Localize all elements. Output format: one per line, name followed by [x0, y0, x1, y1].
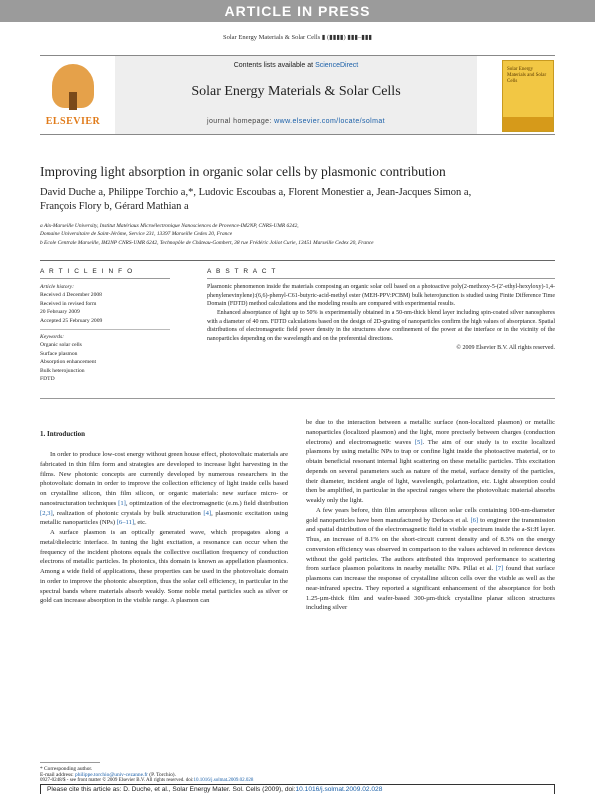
- corresponding-author-mark: * Corresponding author.: [40, 766, 93, 772]
- citation-link[interactable]: [1]: [118, 499, 126, 507]
- intro-paragraph-2: A surface plasmon is an optically generated wave, which propagates along a metal/dielectric interface. In tuning the light excitation, a resonance can occur when the frequency of the incident photons equals the collective oscillation frequency of conduction electrons of metallic particles. In photonics, this domain is known as appellation plasmonics. Among a wide field of applications, these properties can be used in the photovoltaic domain in order to improve the photonic absorption, thus the solar cell efficiency, in particular in the spectral bands where materials absorb weakly. Some noble metal particles such as silver or gold can increase absorption in the visible range. A plasmon can: [40, 529, 288, 605]
- intro-paragraph-2-cont: [306, 418, 555, 506]
- journal-homepage: [115, 118, 477, 125]
- journal-header: [40, 55, 555, 135]
- journal-cover-thumbnail[interactable]: [502, 60, 554, 132]
- history-item: 20 February 2009: [40, 309, 80, 316]
- keyword-item: Bulk heterojunction: [40, 367, 85, 374]
- homepage-prefix: journal homepage:: [207, 118, 275, 125]
- running-header: Solar Energy Materials & Solar Cells ▮ (▮▮▮▮) ▮▮▮–▮▮▮: [223, 34, 372, 41]
- keywords-label: Keywords:: [40, 333, 65, 340]
- intro-paragraph-3: [306, 506, 555, 613]
- header-divider: [40, 260, 555, 261]
- article-in-press-banner: ARTICLE IN PRESS: [0, 0, 595, 22]
- abstract-body: [207, 283, 555, 353]
- abstract-paragraph-2: Enhanced absorptance of light up to 50% is experimentally obtained in a 50-nm-thick blend layer including spin-coated silver nanospheres with a diameter of 40 nm. FDTD calculations based on the design of 2D-grating of nanoparticles confirm the high values of absorptance. Spatial distributions of electromagnetic field power density in the structures show confinement of the power at the interface or in the vicinity of the nanoparticles depending on the wavelength and on the preferential directions.: [207, 310, 555, 343]
- history-item: Accepted 25 February 2009: [40, 317, 103, 324]
- keyword-item: Organic solar cells: [40, 342, 82, 349]
- text-run: , plasmonic excitation using metallic nanoparticles (NPs): [40, 509, 288, 527]
- citation-link[interactable]: [6–11]: [116, 519, 135, 527]
- body-column-left: [40, 450, 288, 606]
- text-run: , optimization of the electromagnetic (e.m.) field distribution: [125, 499, 288, 507]
- elsevier-tree-icon: [52, 64, 94, 108]
- body-column-right: [306, 418, 555, 613]
- keyword-item: Absorption enhancement: [40, 359, 97, 366]
- authors-line-2: François Flory b, Gérard Mathian a: [40, 201, 189, 213]
- abstract-rule: [207, 278, 555, 279]
- affiliation-a-line-2: Domaine Universitaire de Saint-Jérôme, Service 231, 13397 Marseille Cedex 20, France: [40, 231, 233, 238]
- keywords-rule: [40, 329, 170, 330]
- affiliations: [40, 222, 555, 247]
- citation-link[interactable]: [2,3]: [40, 509, 53, 517]
- citation-link[interactable]: [4]: [203, 509, 212, 517]
- authors-line-1: David Duche a, Philippe Torchio a,*, Ludovic Escoubas a, Florent Monestier a, Jean-Jacques Simon a,: [40, 187, 472, 198]
- email-label: E-mail address:: [40, 772, 76, 778]
- history-label: Article history:: [40, 284, 75, 290]
- history-item: Received in revised form: [40, 300, 97, 307]
- keyword-item: FDTD: [40, 375, 55, 382]
- affiliation-a-line-1: a Aix-Marseille University, Institut Matériaux Microélectronique Nanosciences de Provence-IM2NP, CNRS-UMR 6242,: [40, 223, 299, 229]
- journal-info-panel: [115, 56, 477, 134]
- citation-link[interactable]: [7]: [495, 565, 504, 573]
- email-suffix: (P. Torchio).: [147, 772, 176, 778]
- keyword-item: Surface plasmon: [40, 350, 78, 357]
- text-run: , realization of photonic crystals by bulk structuration: [52, 509, 204, 517]
- email-link[interactable]: philippe.torchio@univ-cezanne.fr: [75, 772, 148, 778]
- journal-name: Solar Energy Materials & Solar Cells: [191, 84, 401, 99]
- cover-stripe: [503, 117, 553, 131]
- contents-line: [115, 62, 477, 69]
- elsevier-wordmark: ELSEVIER: [45, 116, 101, 127]
- doi-label: doi:: [185, 778, 194, 783]
- text-run: found that surface plasmons can increase the response of crystalline silicon cells over the visible as well as the near-infrared spectra. They reported a significant enhancement of the absorptance for both 1.25-µm-thick film and wafer-based 300-µm-thick crystalline planar silicon structures including silver: [306, 565, 555, 612]
- sciencedirect-link[interactable]: ScienceDirect: [315, 62, 359, 69]
- author-list: [40, 186, 555, 214]
- citation-box: [40, 784, 555, 794]
- text-run: , etc.: [134, 519, 147, 527]
- abstract-paragraph-1: Plasmonic phenomenon inside the materials composing an organic solar cell based on a photoactive poly(2-methoxy-5-(2′-ethyl-hexyloxy)-1,4-phenylenevinylene):(6,6)-phenyl-C61-butyric-acid-methyl ester (MEH-PPV:PCBM) bulk heterojunction is studied using Finite Difference Time Domain (FDTD) method calculations and the modeling results are compared with experimental results.: [207, 284, 555, 308]
- article-info-rule: [40, 278, 170, 279]
- text-run: be due to the interaction between a metallic surface (non-localized plasmon) or metallic nanoparticles (localized plasmon) and the light, more precisely between charges (conduction electrons) and electromagnetic waves: [306, 419, 555, 446]
- intro-paragraph-1: [40, 450, 288, 528]
- text-run: . The aim of our study is to excite localized plasmons by using metallic NPs to trap or confine light inside the photoactive material, or to obtain beneficial resonant internal light scattering on these metallic particles. This excitation depends on several parameters such as nature of the metal, surface density of the particles, their diameter, incident angle of light, wavelength, polarization, etc. Light absorption could then be amplified, in particular in the spectral ranges where the photovoltaic material absorbs weakly only the light.: [306, 438, 555, 504]
- history-item: Received 4 December 2008: [40, 292, 102, 299]
- affiliation-b: b Ecole Centrale Marseille, IM2NP CNRS-UMR 6242, Technopôle de Château-Gombert, 38 rue Frédéric Joliot Curie, 13451 Marseille Cedex 20, France: [40, 239, 374, 246]
- introduction-heading: 1. Introduction: [40, 430, 85, 438]
- abstract-copyright: © 2009 Elsevier B.V. All rights reserved.: [456, 344, 555, 351]
- contents-prefix: Contents lists available at: [233, 62, 316, 69]
- article-history: [40, 283, 180, 383]
- citation-link[interactable]: [6]: [470, 516, 479, 524]
- issn-line: 0927-0248/$ - see front matter © 2009 Elsevier B.V. All rights reserved.: [40, 778, 185, 783]
- abstract-divider: [40, 398, 555, 399]
- homepage-link[interactable]: www.elsevier.com/locate/solmat: [274, 118, 385, 125]
- citation-link[interactable]: [5]: [414, 438, 423, 446]
- cover-title: Solar Energy Materials and Solar Cells: [507, 67, 547, 84]
- cite-doi-link[interactable]: 10.1016/j.solmat.2009.02.028: [295, 786, 383, 793]
- article-title: Improving light absorption in organic solar cells by plasmonic contribution: [40, 164, 446, 179]
- text-run: A few years before, thin film amorphous silicon solar cells containing 100-nm-diameter gold nanoparticles have been manufactured by Derkacs et al.: [306, 506, 555, 524]
- doi-link[interactable]: 10.1016/j.solmat.2009.02.028: [193, 778, 254, 783]
- article-info-heading: A R T I C L E I N F O: [40, 268, 134, 275]
- elsevier-logo[interactable]: [40, 58, 106, 134]
- cite-prefix: Please cite this article as: D. Duche, et al., Solar Energy Mater. Sol. Cells (2009), doi:: [47, 786, 296, 793]
- text-run: to engineer the transmission and spatial distribution of the electromagnetic field in visible spectrum inside the a-Si:H layer. Thus, an increase of 8.1% on the short-circuit current density and of 8.3% on the energy conversion efficiency was observed in comparison to the values achieved in reference devices without the gold particles. The authors attributed this improved performance to scattering from surface plasmon polaritons in nearby metallic NPs. Pillai et al.: [306, 516, 556, 573]
- footnote-rule: [40, 762, 100, 763]
- abstract-heading: A B S T R A C T: [207, 268, 277, 275]
- text-run: In order to produce low-cost energy without green house effect, photovoltaic materials are fabricated in thin film form and strategies are developed to increase light harvesting in the films. New photonic concepts are currently developed by numerous researchers in the photovoltaic domain in order to improve the collection efficiency of light inside cells based on crystalline silicon, thin film silicon, or organic materials: new surface micro- or nanostructuration techniques: [40, 451, 288, 507]
